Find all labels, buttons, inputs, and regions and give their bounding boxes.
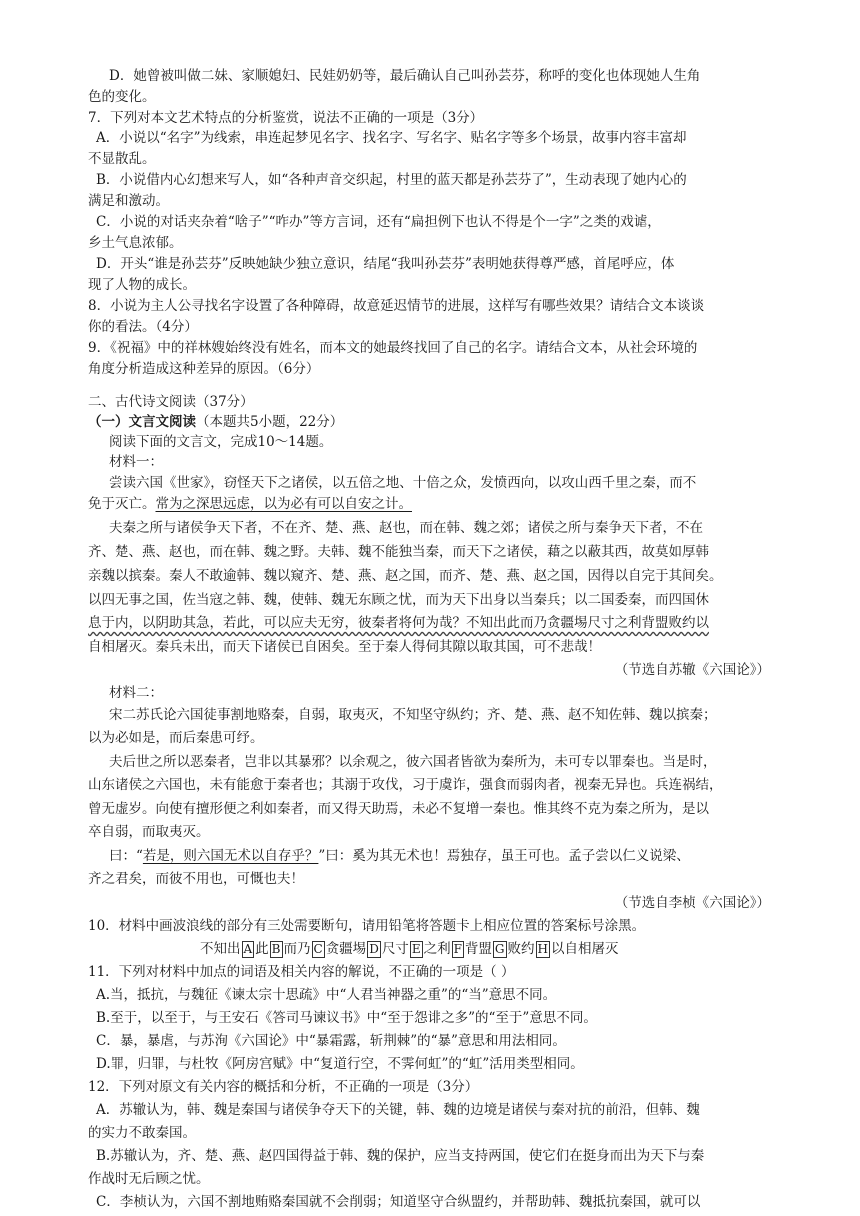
wavy-underlined-line: 息于内，以阴助其急，若此，可以应夫无穷，彼秦者将何为哉？不知出此而乃贪疆埸尺寸之利背盟败约以 <box>88 615 709 631</box>
q12-option-line: 作战时无后顾之忧。 <box>88 1171 210 1187</box>
break-option-g[interactable]: G <box>494 942 505 956</box>
section-heading: 二、古代诗文阅读（37分） <box>88 394 254 410</box>
question-10: 10．材料中画波浪线的部分有三处需要断句，请用铅笔将答题卡上相应位置的答案标号涂黑。 <box>88 918 646 934</box>
text-run: 曰：“ <box>109 848 143 864</box>
q11-option-a: A.当，抵抗，与魏征《谏太宗十思疏》中“人君当神器之重”的“当”意思不同。 <box>96 987 557 1003</box>
material-2-label: 材料二： <box>109 685 163 701</box>
q12-option-line: B.苏辙认为，齐、楚、燕、赵四国得益于韩、魏的保护，应当支持两国，使它们在挺身而出为天下与秦 <box>96 1148 705 1164</box>
material-2-line: 卒自弱，而取夷灭。 <box>88 824 210 840</box>
material-1-line: 以四无事之国，佐当寇之韩、魏，使韩、魏无东顾之忧，而为天下出身以当秦兵；以二国委秦，而四国休 <box>88 592 709 608</box>
underlined-sentence: 若是，则六国无术以自存乎？ <box>142 848 319 864</box>
material-2-line: 曾无虚岁。向使有擅形便之利如秦者，而又得天助焉，未必不复增一秦也。惟其终不克为秦之所为，是以 <box>88 801 709 817</box>
question-line: 8．小说为主人公寻找名字设置了各种障碍，故意延迟情节的进展，这样写有哪些效果？请结合文本谈谈 <box>88 298 705 314</box>
question-line: 角度分析造成这种差异的原因。（6分） <box>88 361 320 377</box>
q12-option-line: C．李桢认为，六国不割地贿赂秦国就不会削弱；知道坚守合纵盟约，并帮助韩、魏抵抗秦国，就可以 <box>96 1194 701 1210</box>
question-line: D．开头“谁是孙芸芬”反映她缺少独立意识，结尾“我叫孙芸芬”表明她获得尊严感，首尾呼应，体 <box>96 256 675 272</box>
question-line: A．小说以“名字”为线索，串连起梦见名字、找名字、写名字、贴名字等多个场景，故事内容丰富却 <box>96 130 687 146</box>
break-option-d[interactable]: D <box>369 942 379 956</box>
question-line: 满足和激动。 <box>88 193 169 209</box>
q11-option-c: C．暴，暴虐，与苏洵《六国论》中“暴霜露，斩荆棘”的“暴”意思和用法相同。 <box>96 1033 566 1049</box>
text-run: 尺寸 <box>381 941 409 957</box>
question-line: D．她曾被叫做二妹、家顺媳妇、民娃奶奶等，最后确认自己叫孙芸芬，称呼的变化也体现她人生角 <box>109 68 701 84</box>
text-run: 此 <box>255 941 269 957</box>
text-run: 之利 <box>423 941 451 957</box>
break-option-b[interactable]: B <box>271 942 281 956</box>
material-2-line: 齐之君矣，而彼不用也，可慨也夫！ <box>88 871 304 887</box>
material-1-line: 齐、楚、燕、赵也，而在韩、魏之野。夫韩、魏不能独当秦，而天下之诸侯，藉之以蔽其西，故莫如厚韩 <box>88 544 709 560</box>
break-option-e[interactable]: E <box>411 942 421 956</box>
underlined-sentence: 常为之深思远虑，以为必有可以自安之计。 <box>155 496 412 512</box>
text-run: 不知出 <box>200 941 241 957</box>
text-run: 败约 <box>507 941 535 957</box>
question-line: 现了人物的成长。 <box>88 277 196 293</box>
q12-option-line: 的实力不敢秦国。 <box>88 1125 196 1141</box>
question-line: 9．《祝福》中的祥林嫂始终没有姓名，而本文的她最终找回了自己的名字。请结合文本，从社会环境的 <box>88 340 698 356</box>
material-2-source: （节选自李桢《六国论》） <box>614 895 770 911</box>
text-run: ”曰：奚为其无术也！焉独存，虽王可也。孟子尝以仁义说梁、 <box>318 848 690 864</box>
question-line: B．小说借内心幻想来写人，如“各种声音交织起，村里的蓝天都是孙芸芬了”，生动表现了她内心的 <box>96 172 687 188</box>
material-1-line: 自相屠灭。秦兵未出，而天下诸侯已自困矣。至于秦人得伺其隙以取其国，可不悲哉！ <box>88 639 601 655</box>
text-run: 免于灭亡。 <box>88 496 156 512</box>
subsection-title: （一）文言文阅读 <box>88 414 196 430</box>
q11-option-b: B.至于，以至于，与王安石《答司马谏议书》中“至于怨诽之多”的“至于”意思不同。 <box>96 1010 597 1026</box>
break-option-h[interactable]: H <box>537 942 548 956</box>
material-2-line: 以为必如是，而后秦患可纾。 <box>88 730 264 746</box>
question-line: 色的变化。 <box>88 89 156 105</box>
material-2-line: 山东诸侯之六国也，未有能愈于秦者也；其溺于攻伐，习于虞诈，强食而弱肉者，视秦无异也。兵连祸结， <box>88 777 723 793</box>
break-option-c[interactable]: C <box>313 942 323 956</box>
subsection-note: （本题共5小题，22分） <box>196 414 344 430</box>
question-11: 11．下列对材料中加点的词语及相关内容的解说，不正确的一项是（ ） <box>88 964 515 980</box>
q11-option-d: D.罪，归罪，与杜牧《阿房宫赋》中“复道行空，不霁何虹”的“虹”活用类型相同。 <box>96 1056 584 1072</box>
question-line: 你的看法。（4分） <box>88 319 198 335</box>
subsection-heading <box>88 412 860 432</box>
question-line: C．小说的对话夹杂着“啥子”“咋办”等方言词，还有“扁担例下也认不得是个一字”之类的戏谑， <box>96 214 661 230</box>
text-run: 贪疆埸 <box>325 941 367 957</box>
material-1-line: 夫秦之所与诸侯争天下者，不在齐、楚、燕、赵也，而在韩、魏之郊；诸侯之所与秦争天下者，不在 <box>109 520 703 536</box>
question-line: 不显散乱。 <box>88 151 156 167</box>
break-option-f[interactable]: F <box>453 942 462 956</box>
text-run: 背盟 <box>464 941 492 957</box>
material-1-line: 亲魏以摈秦。秦人不敢逾韩、魏以窥齐、楚、燕、赵之国，而齐、楚、燕、赵之国，因得以自完于其间矣。 <box>88 568 723 584</box>
text-run: 以自相屠灭 <box>550 941 619 957</box>
q12-option-line: A．苏辙认为，韩、魏是秦国与诸侯争夺天下的关键，韩、魏的边境是诸侯与秦对抗的前沿，但韩、魏 <box>96 1102 700 1118</box>
question-line: 7．下列对本文艺术特点的分析鉴赏，说法不正确的一项是（3分） <box>88 110 484 126</box>
material-2-line: 宋二苏氏论六国徒事割地赂秦，自弱，取夷灭，不知坚守纵约；齐、楚、燕、赵不知佐韩、魏以摈秦； <box>109 707 717 723</box>
reading-instruction: 阅读下面的文言文，完成10～14题。 <box>109 434 333 450</box>
material-1-source: （节选自苏辙《六国论》） <box>614 662 770 678</box>
material-1-line: 尝读六国《世家》，窃怪天下之诸侯，以五倍之地、十倍之众，发愤西向，以攻山西千里之秦，而不 <box>109 475 697 491</box>
material-2-line <box>109 846 860 866</box>
question-12-stem: 12．下列对原文有关内容的概括和分析，不正确的一项是（3分） <box>88 1079 479 1095</box>
break-option-a[interactable]: A <box>243 942 253 956</box>
text-run: 而乃 <box>283 941 311 957</box>
material-2-line: 夫后世之所以恶秦者，岂非以其暴邪？以余观之，彼六国者皆欲为秦所为，未可专以罪秦也。当是时， <box>109 754 717 770</box>
sentence-break-options <box>200 939 860 959</box>
material-1-line <box>88 494 860 514</box>
question-line: 乡土气息浓郁。 <box>88 235 183 251</box>
material-1-label: 材料一： <box>109 454 163 470</box>
